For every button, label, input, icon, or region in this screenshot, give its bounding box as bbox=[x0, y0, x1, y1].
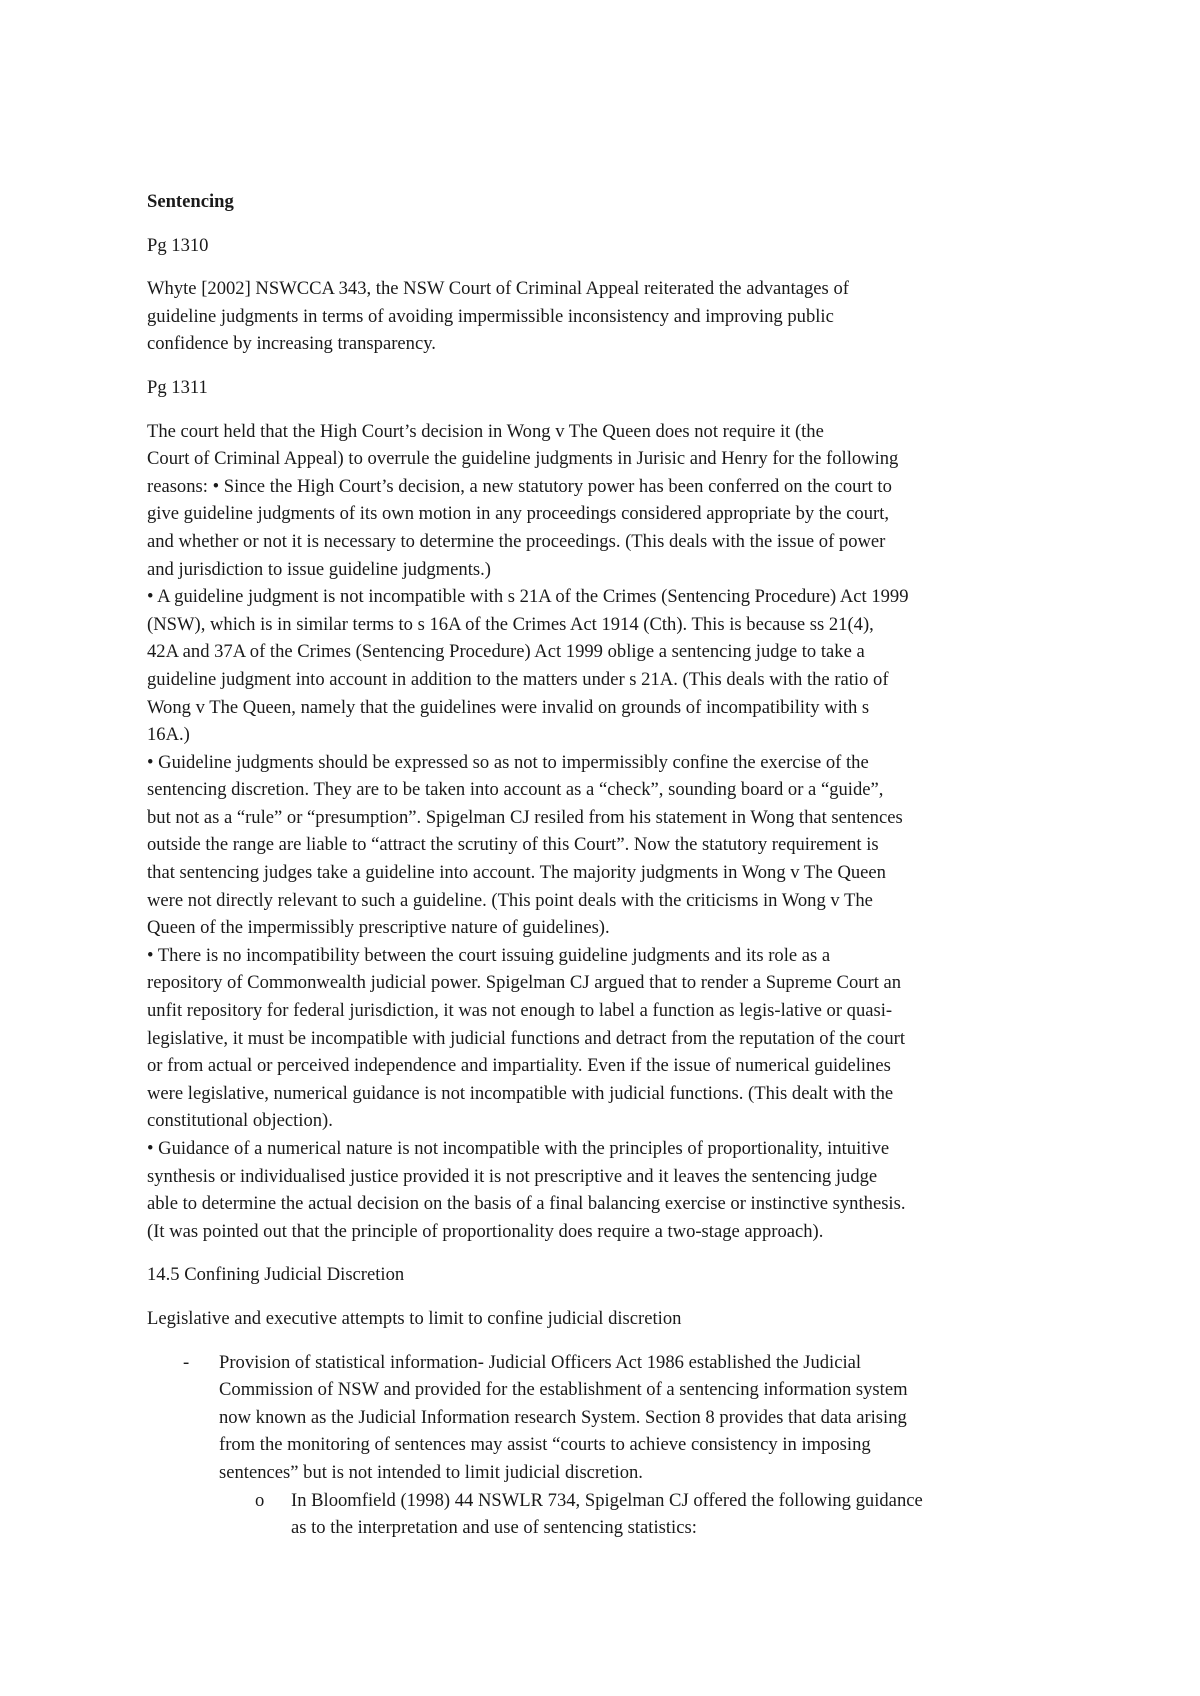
text-line: as to the interpretation and use of sentencing statistics: bbox=[291, 1517, 697, 1539]
text-line: sentencing discretion. They are to be taken into account as a “check”, sounding board or a “guide”, bbox=[147, 779, 884, 801]
text-line: and jurisdiction to issue guideline judgments.) bbox=[147, 558, 491, 580]
text-line: but not as a “rule” or “presumption”. Spigelman CJ resiled from his statement in Wong that sentences bbox=[147, 806, 903, 828]
text-line: repository of Commonwealth judicial power. Spigelman CJ argued that to render a Supreme Court an bbox=[147, 972, 902, 994]
text-line: now known as the Judicial Information research System. Section 8 provides that data arising bbox=[219, 1406, 907, 1428]
text-line: guideline judgment into account in addition to the matters under s 21A. (This deals with the ratio of bbox=[147, 668, 889, 690]
text-line: guideline judgments in terms of avoiding impermissible inconsistency and improving public bbox=[147, 305, 834, 327]
text-line: or from actual or perceived independence and impartiality. Even if the issue of numerical guidelines bbox=[147, 1055, 891, 1077]
text-line: • Guideline judgments should be expressed so as not to impermissibly confine the exercise of the bbox=[147, 751, 869, 773]
page-reference-1310: Pg 1310 bbox=[147, 234, 209, 256]
text-line: constitutional objection). bbox=[147, 1110, 333, 1132]
whyte-paragraph bbox=[147, 275, 1072, 358]
sub-list-item-text bbox=[291, 1487, 1072, 1542]
text-line: synthesis or individualised justice provided it is not prescriptive and it leaves the sentencing judge bbox=[147, 1165, 878, 1187]
document-heading: Sentencing bbox=[147, 191, 234, 212]
text-line: Court of Criminal Appeal) to overrule the guideline judgments in Jurisic and Henry for the following bbox=[147, 448, 899, 470]
text-line: sentences” but is not intended to limit judicial discretion. bbox=[219, 1461, 643, 1483]
text-line: from the monitoring of sentences may assist “courts to achieve consistency in imposing bbox=[219, 1434, 871, 1456]
text-line: Wong v The Queen, namely that the guidelines were invalid on grounds of incompatibility with s bbox=[147, 696, 870, 718]
text-line: • Guidance of a numerical nature is not incompatible with the principles of proportionality, intuitive bbox=[147, 1138, 890, 1159]
court-held-paragraph bbox=[147, 418, 1072, 1246]
text-line: were not directly relevant to such a guideline. (This point deals with the criticisms in Wong v The bbox=[147, 889, 873, 911]
text-line: Whyte [2002] NSWCCA 343, the NSW Court of Criminal Appeal reiterated the advantages of bbox=[147, 278, 849, 300]
text-line: The court held that the High Court’s decision in Wong v The Queen does not require it (the bbox=[147, 420, 824, 442]
text-line: Queen of the impermissibly prescriptive nature of guidelines). bbox=[147, 917, 610, 939]
text-line: 42A and 37A of the Crimes (Sentencing Procedure) Act 1999 oblige a sentencing judge to take a bbox=[147, 641, 865, 663]
text-line: and whether or not it is necessary to determine the proceedings. (This deals with the issue of power bbox=[147, 530, 886, 552]
text-line: confidence by increasing transparency. bbox=[147, 333, 436, 355]
list-item bbox=[147, 1349, 1072, 1487]
text-line: • There is no incompatibility between the court issuing guideline judgments and its role as a bbox=[147, 944, 831, 966]
text-line: (It was pointed out that the principle of proportionality does require a two-stage approach). bbox=[147, 1220, 824, 1242]
text-line: 16A.) bbox=[147, 724, 190, 746]
page-reference-1311: Pg 1311 bbox=[147, 376, 208, 398]
text-line: Provision of statistical information- Judicial Officers Act 1986 established the Judicial bbox=[219, 1351, 862, 1373]
document-page bbox=[147, 188, 1072, 1542]
text-line: Commission of NSW and provided for the establishment of a sentencing information system bbox=[219, 1379, 908, 1401]
list-item-text bbox=[219, 1349, 1072, 1487]
text-line: that sentencing judges take a guideline into account. The majority judgments in Wong v The Queen bbox=[147, 862, 886, 884]
text-line: give guideline judgments of its own motion in any proceedings considered appropriate by the court, bbox=[147, 503, 890, 525]
dash-bullet: - bbox=[183, 1351, 190, 1373]
text-line: (NSW), which is in similar terms to s 16A of the Crimes Act 1914 (Cth). This is because ss 21(4), bbox=[147, 613, 874, 635]
text-line: legislative, it must be incompatible with judicial functions and detract from the reputation of the court bbox=[147, 1027, 906, 1049]
text-line: able to determine the actual decision on the basis of a final balancing exercise or instinctive synthesis. bbox=[147, 1193, 906, 1215]
text-line: unfit repository for federal jurisdiction, it was not enough to label a function as legis-lative or quasi- bbox=[147, 1000, 893, 1022]
sub-list-item bbox=[147, 1487, 1072, 1542]
confining-discretion-intro: Legislative and executive attempts to limit to confine judicial discretion bbox=[147, 1307, 682, 1329]
text-line: In Bloomfield (1998) 44 NSWLR 734, Spigelman CJ offered the following guidance bbox=[291, 1489, 923, 1511]
text-line: outside the range are liable to “attract the scrutiny of this Court”. Now the statutory requirement is bbox=[147, 834, 879, 856]
section-heading: 14.5 Confining Judicial Discretion bbox=[147, 1264, 405, 1286]
text-line: reasons: • Since the High Court’s decision, a new statutory power has been conferred on the court to bbox=[147, 475, 892, 497]
text-line: • A guideline judgment is not incompatible with s 21A of the Crimes (Sentencing Procedure) Act 1999 bbox=[147, 586, 909, 608]
text-line: were legislative, numerical guidance is not incompatible with judicial functions. (This dealt with the bbox=[147, 1082, 894, 1104]
circle-bullet: o bbox=[255, 1489, 265, 1511]
